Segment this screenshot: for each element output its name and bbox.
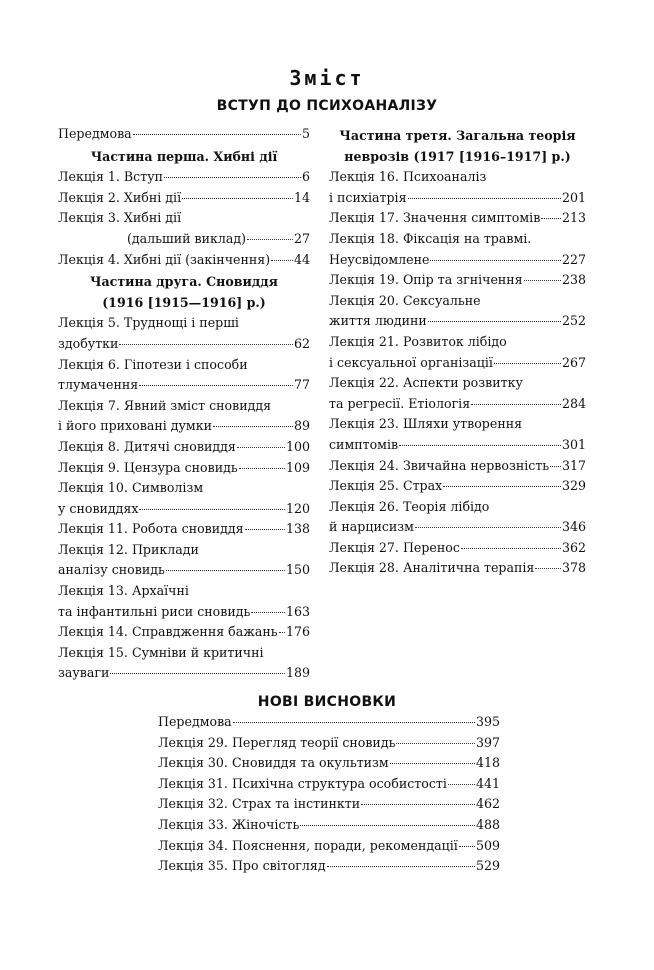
toc-page-number: 284 — [561, 395, 586, 411]
toc-page-number: 77 — [293, 377, 310, 393]
toc-page-number: 462 — [475, 796, 500, 812]
toc-page-number: 378 — [561, 560, 586, 576]
toc-entry-title: зауваги — [58, 665, 110, 681]
part-heading-1: Частина перша. Хибні дії — [90, 148, 278, 164]
dot-leader — [119, 344, 293, 345]
toc-entry[interactable] — [58, 188, 310, 209]
dot-leader — [237, 447, 285, 448]
dot-leader — [494, 363, 561, 364]
toc-entry-title: Лекція 5. Труднощі і перші — [58, 315, 239, 331]
toc-page-number: 395 — [475, 714, 500, 729]
toc-page-number: 329 — [561, 478, 586, 494]
toc-entry[interactable] — [158, 815, 500, 836]
toc-entry[interactable] — [329, 270, 586, 291]
toc-list-part3 — [329, 167, 586, 579]
toc-page-number: 163 — [285, 603, 310, 619]
toc-entry-title: Лекція 14. Справдження бажань — [58, 624, 278, 640]
section-heading-new: НОВІ ВИСНОВКИ — [257, 694, 397, 710]
toc-entry[interactable] — [58, 167, 310, 188]
toc-page-number: 138 — [285, 521, 310, 537]
dot-leader — [139, 509, 284, 510]
part-heading-2-line1: Частина друга. Сновиддя — [90, 274, 278, 290]
dot-leader — [471, 404, 561, 405]
part-heading-3-line1: Частина третя. Загальна теорія — [339, 128, 576, 143]
dot-leader — [110, 673, 285, 674]
toc-entry-title: Лекція 21. Розвиток лібідо — [329, 333, 507, 349]
toc-page-number: 441 — [475, 775, 500, 791]
toc-page-number: 109 — [285, 459, 310, 475]
section-heading-intro: ВСТУП ДО ПСИХОАНАЛІЗУ — [216, 98, 438, 114]
toc-entry-title: Лекція 16. Психоаналіз — [329, 169, 487, 185]
toc-list-part1 — [58, 167, 310, 270]
toc-entry[interactable] — [329, 167, 586, 208]
dot-leader — [443, 486, 561, 487]
toc-page-number: 301 — [561, 436, 586, 452]
dot-leader — [408, 198, 561, 199]
toc-entry-title: Лекція 2. Хибні дії — [58, 189, 182, 205]
toc-entry-preface[interactable] — [58, 124, 310, 145]
toc-bottom-column — [158, 712, 500, 877]
toc-page-number: 346 — [561, 519, 586, 535]
toc-entry-title: Лекція 22. Аспекти розвитку — [329, 375, 523, 391]
toc-right-column — [329, 124, 586, 579]
toc-entry[interactable] — [58, 355, 310, 396]
toc-entry-title: Лекція 33. Жіночість — [158, 816, 300, 832]
toc-page-number: 89 — [293, 418, 310, 434]
toc-entry[interactable] — [58, 396, 310, 437]
toc-entry[interactable] — [329, 373, 586, 414]
toc-page-number: 227 — [561, 251, 586, 267]
toc-entry[interactable] — [58, 313, 310, 354]
dot-leader — [247, 239, 293, 240]
dot-leader — [279, 632, 285, 633]
toc-entry-title: Передмова — [158, 714, 232, 729]
toc-entry-title: Лекція 30. Сновиддя та окультизм — [158, 755, 389, 771]
dot-leader — [300, 825, 475, 826]
toc-entry-title: життя людини — [329, 313, 427, 329]
toc-list-part2 — [58, 313, 310, 684]
toc-entry-title: Лекція 26. Теорія лібідо — [329, 498, 490, 514]
part-heading-2 — [58, 272, 310, 313]
toc-entry[interactable] — [58, 437, 310, 458]
toc-page-number: 189 — [285, 665, 310, 681]
dot-leader — [233, 722, 475, 723]
toc-entry-title: Лекція 10. Символізм — [58, 480, 204, 496]
toc-page-number: 201 — [561, 189, 586, 205]
toc-entry[interactable] — [329, 229, 586, 270]
toc-page-number: 44 — [293, 251, 310, 267]
toc-entry-title: аналізу сновидь — [58, 562, 165, 578]
toc-list-new — [158, 712, 500, 877]
part-heading-2-line2: (1916 [1915—1916] р.) — [102, 294, 266, 310]
toc-entry[interactable] — [329, 414, 586, 455]
dot-leader — [251, 612, 285, 613]
toc-entry[interactable] — [329, 456, 586, 477]
toc-entry-title: Лекція 4. Хибні дії (закінчення) — [58, 251, 271, 267]
toc-page-number: 14 — [293, 189, 310, 205]
toc-entry-title: Лекція 8. Дитячі сновиддя — [58, 438, 236, 454]
toc-entry-title: Лекція 31. Психічна структура особистості — [158, 775, 447, 791]
toc-entry[interactable] — [158, 733, 500, 754]
toc-entry-title: і психіатрія — [329, 189, 407, 205]
toc-entry[interactable] — [329, 497, 586, 538]
dot-leader — [541, 218, 561, 219]
dot-leader — [524, 280, 561, 281]
toc-entry[interactable] — [158, 753, 500, 774]
toc-page-number: 27 — [293, 230, 310, 246]
toc-entry-title: і його приховані думки — [58, 418, 212, 434]
toc-entry-title: Лекція 35. Про світогляд — [158, 858, 326, 874]
toc-entry[interactable] — [58, 643, 310, 684]
part-heading-3 — [329, 126, 586, 167]
toc-entry[interactable] — [58, 478, 310, 519]
toc-page-number: 6 — [301, 169, 310, 185]
toc-entry-title: Лекція 24. Звичайна нервозність — [329, 457, 550, 473]
dot-leader — [550, 466, 561, 467]
toc-entry-title: Лекція 32. Страх та інстинкти — [158, 796, 361, 812]
toc-entry-title: Лекція 13. Архаїчні — [58, 583, 189, 599]
toc-page-number: 267 — [561, 354, 586, 370]
toc-page-number: 176 — [285, 624, 310, 640]
dot-leader — [459, 846, 475, 847]
toc-entry[interactable] — [58, 519, 310, 540]
toc-entry-title: Неусвідомлене — [329, 251, 430, 267]
dot-leader — [428, 321, 561, 322]
toc-page-number: 213 — [561, 210, 586, 226]
dot-leader — [271, 260, 293, 261]
dot-leader — [166, 570, 285, 571]
dot-leader — [139, 385, 293, 386]
dot-leader — [327, 866, 475, 867]
toc-entry-title: Лекція 1. Вступ — [58, 169, 164, 185]
toc-entry-title: тлумачення — [58, 377, 139, 393]
toc-left-column — [58, 124, 310, 684]
toc-page-number: 5 — [301, 126, 310, 141]
toc-entry-title: Лекція 20. Сексуальне — [329, 292, 481, 308]
toc-entry-title: Лекція 7. Явний зміст сновиддя — [58, 397, 272, 413]
toc-entry-title: Лекція 11. Робота сновиддя — [58, 521, 244, 537]
dot-leader — [399, 445, 561, 446]
toc-entry-title: Лекція 29. Перегляд теорії сновидь — [158, 734, 396, 750]
toc-entry[interactable] — [329, 291, 586, 332]
dot-leader — [461, 548, 561, 549]
dot-leader — [535, 568, 561, 569]
toc-entry[interactable] — [329, 558, 586, 579]
toc-entry-title: Лекція 18. Фіксація на травмі. — [329, 230, 532, 246]
dot-leader — [245, 529, 285, 530]
toc-entry[interactable] — [58, 208, 310, 249]
page-title: Зміст — [289, 66, 365, 90]
toc-page-number: 252 — [561, 313, 586, 329]
toc-page-number: 488 — [475, 816, 500, 832]
toc-entry-title: Лекція 6. Гіпотези і способи — [58, 356, 248, 372]
dot-leader — [182, 198, 293, 199]
toc-entry-title: Лекція 12. Приклади — [58, 541, 199, 557]
toc-entry-title: Лекція 23. Шляхи утворення — [329, 416, 523, 432]
toc-entry[interactable] — [329, 208, 586, 229]
dot-leader — [448, 784, 475, 785]
toc-entry[interactable] — [158, 836, 500, 857]
toc-entry[interactable] — [58, 540, 310, 581]
toc-entry-title: та регресії. Етіологія — [329, 395, 471, 411]
toc-entry-title: Лекція 3. Хибні дії — [58, 210, 182, 226]
dot-leader — [430, 260, 561, 261]
toc-entry[interactable] — [158, 712, 500, 733]
toc-entry[interactable] — [158, 794, 500, 815]
dot-leader — [164, 177, 301, 178]
toc-entry[interactable] — [58, 250, 310, 271]
toc-page-number: 529 — [475, 858, 500, 874]
dot-leader — [396, 743, 475, 744]
toc-entry-title: Лекція 28. Аналітична терапія — [329, 560, 535, 576]
toc-entry[interactable] — [58, 458, 310, 479]
toc-entry[interactable] — [329, 476, 586, 497]
part-heading-3-line2: неврозів (1917 [1916–1917] р.) — [344, 148, 571, 164]
toc-page-number: 509 — [475, 837, 500, 853]
toc-entry-title: Лекція 9. Цензура сновидь — [58, 459, 238, 475]
toc-entry[interactable] — [329, 332, 586, 373]
toc-entry-title: й нарцисизм — [329, 519, 414, 535]
dot-leader — [390, 763, 475, 764]
toc-entry-title: Передмова — [58, 126, 132, 141]
toc-entry[interactable] — [58, 622, 310, 643]
toc-page-number: 238 — [561, 272, 586, 288]
toc-page-number: 317 — [561, 457, 586, 473]
toc-entry-title: (дальший виклад) — [127, 230, 247, 246]
toc-entry-title: Лекція 27. Перенос — [329, 539, 460, 555]
dot-leader — [415, 527, 561, 528]
toc-entry-title: і сексуальної організації — [329, 354, 493, 370]
toc-entry[interactable] — [329, 538, 586, 559]
toc-entry-title: Лекція 25. Страх — [329, 478, 443, 494]
dot-leader — [361, 804, 475, 805]
toc-entry-title: Лекція 19. Опір та згнічення — [329, 272, 523, 288]
toc-entry-title: та інфантильні риси сновидь — [58, 603, 251, 619]
dot-leader — [239, 468, 285, 469]
toc-page-number: 100 — [285, 438, 310, 454]
toc-entry[interactable] — [158, 856, 500, 877]
toc-entry-title: Лекція 17. Значення симптомів — [329, 210, 541, 226]
dot-leader — [213, 426, 293, 427]
toc-entry[interactable] — [158, 774, 500, 795]
toc-page-number: 362 — [561, 539, 586, 555]
dot-leader — [133, 134, 301, 135]
toc-entry-title: симптомів — [329, 436, 399, 452]
toc-page-number: 62 — [293, 335, 310, 351]
toc-entry[interactable] — [58, 581, 310, 622]
toc-page-number: 397 — [475, 734, 500, 750]
toc-entry-title: здобутки — [58, 335, 119, 351]
toc-entry-title: Лекція 15. Сумніви й критичні — [58, 644, 264, 660]
toc-page-number: 418 — [475, 755, 500, 771]
toc-page-number: 150 — [285, 562, 310, 578]
toc-entry-title: у сновиддях — [58, 500, 139, 516]
toc-entry-title: Лекція 34. Пояснення, поради, рекомендації — [158, 837, 458, 853]
toc-page-number: 120 — [285, 500, 310, 516]
